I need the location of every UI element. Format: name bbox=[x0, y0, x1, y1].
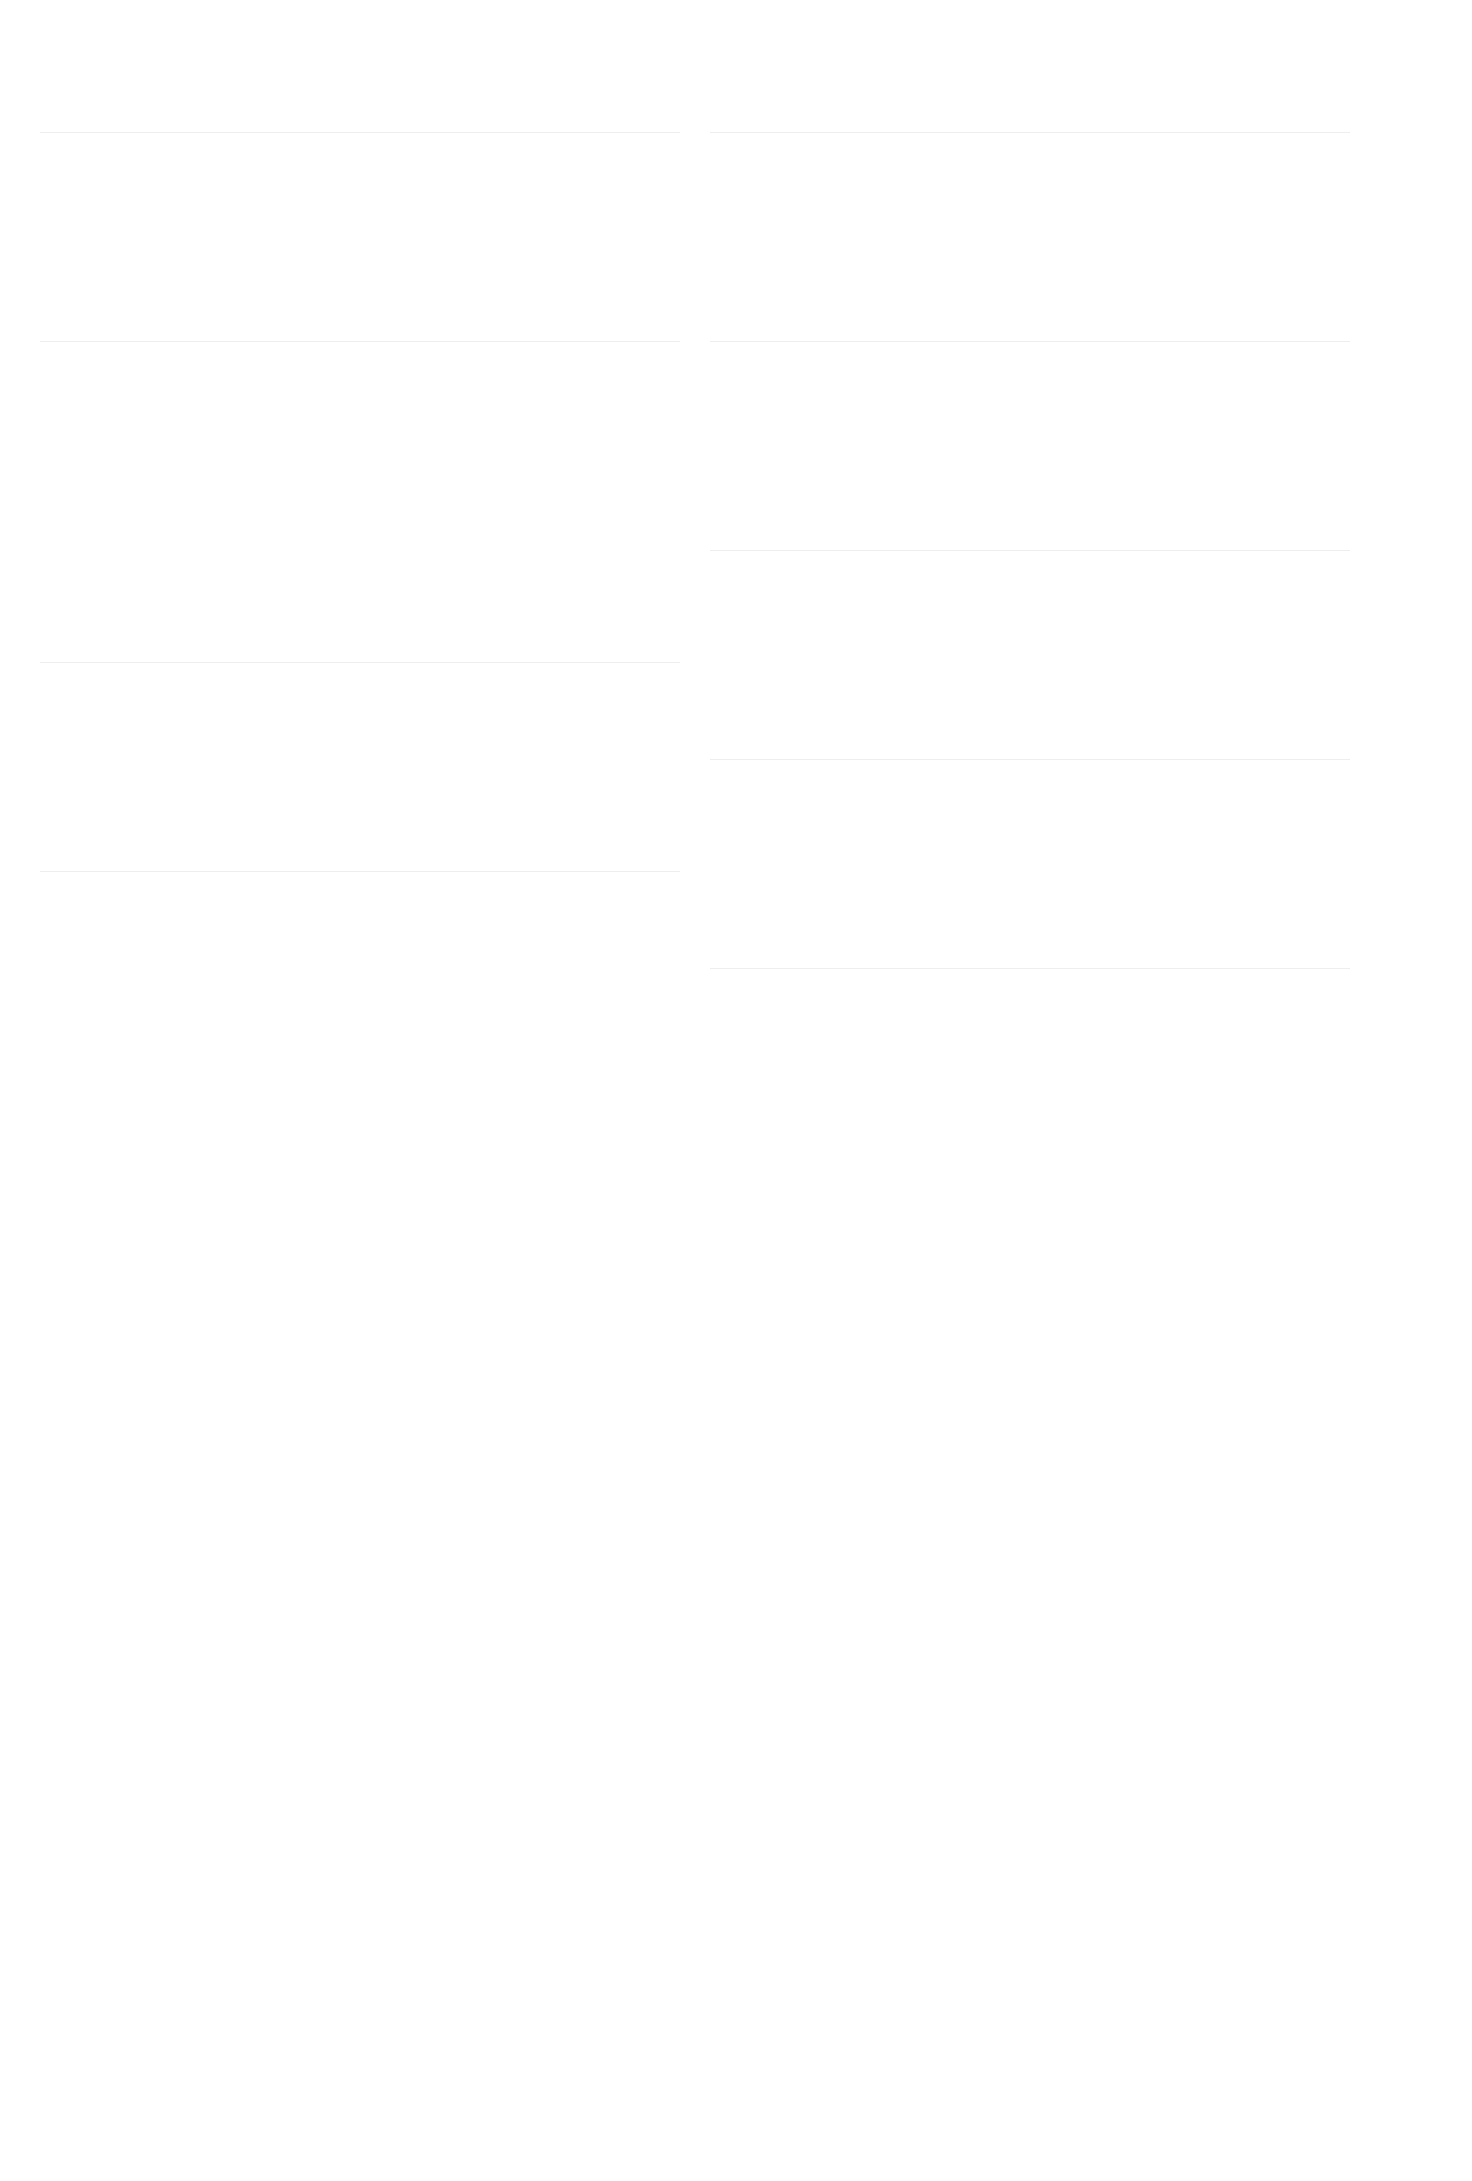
answer-block bbox=[710, 341, 1350, 522]
answer-block bbox=[710, 759, 1350, 940]
section-heading bbox=[40, 552, 680, 632]
answer-block bbox=[710, 132, 1350, 313]
answer-block bbox=[40, 132, 680, 313]
left-column bbox=[40, 132, 680, 1080]
answer-block bbox=[40, 341, 680, 522]
answer-block bbox=[40, 662, 680, 843]
answer-block bbox=[40, 871, 680, 1052]
right-column bbox=[710, 132, 1350, 1177]
answer-block bbox=[710, 550, 1350, 731]
answer-block bbox=[710, 968, 1350, 1149]
